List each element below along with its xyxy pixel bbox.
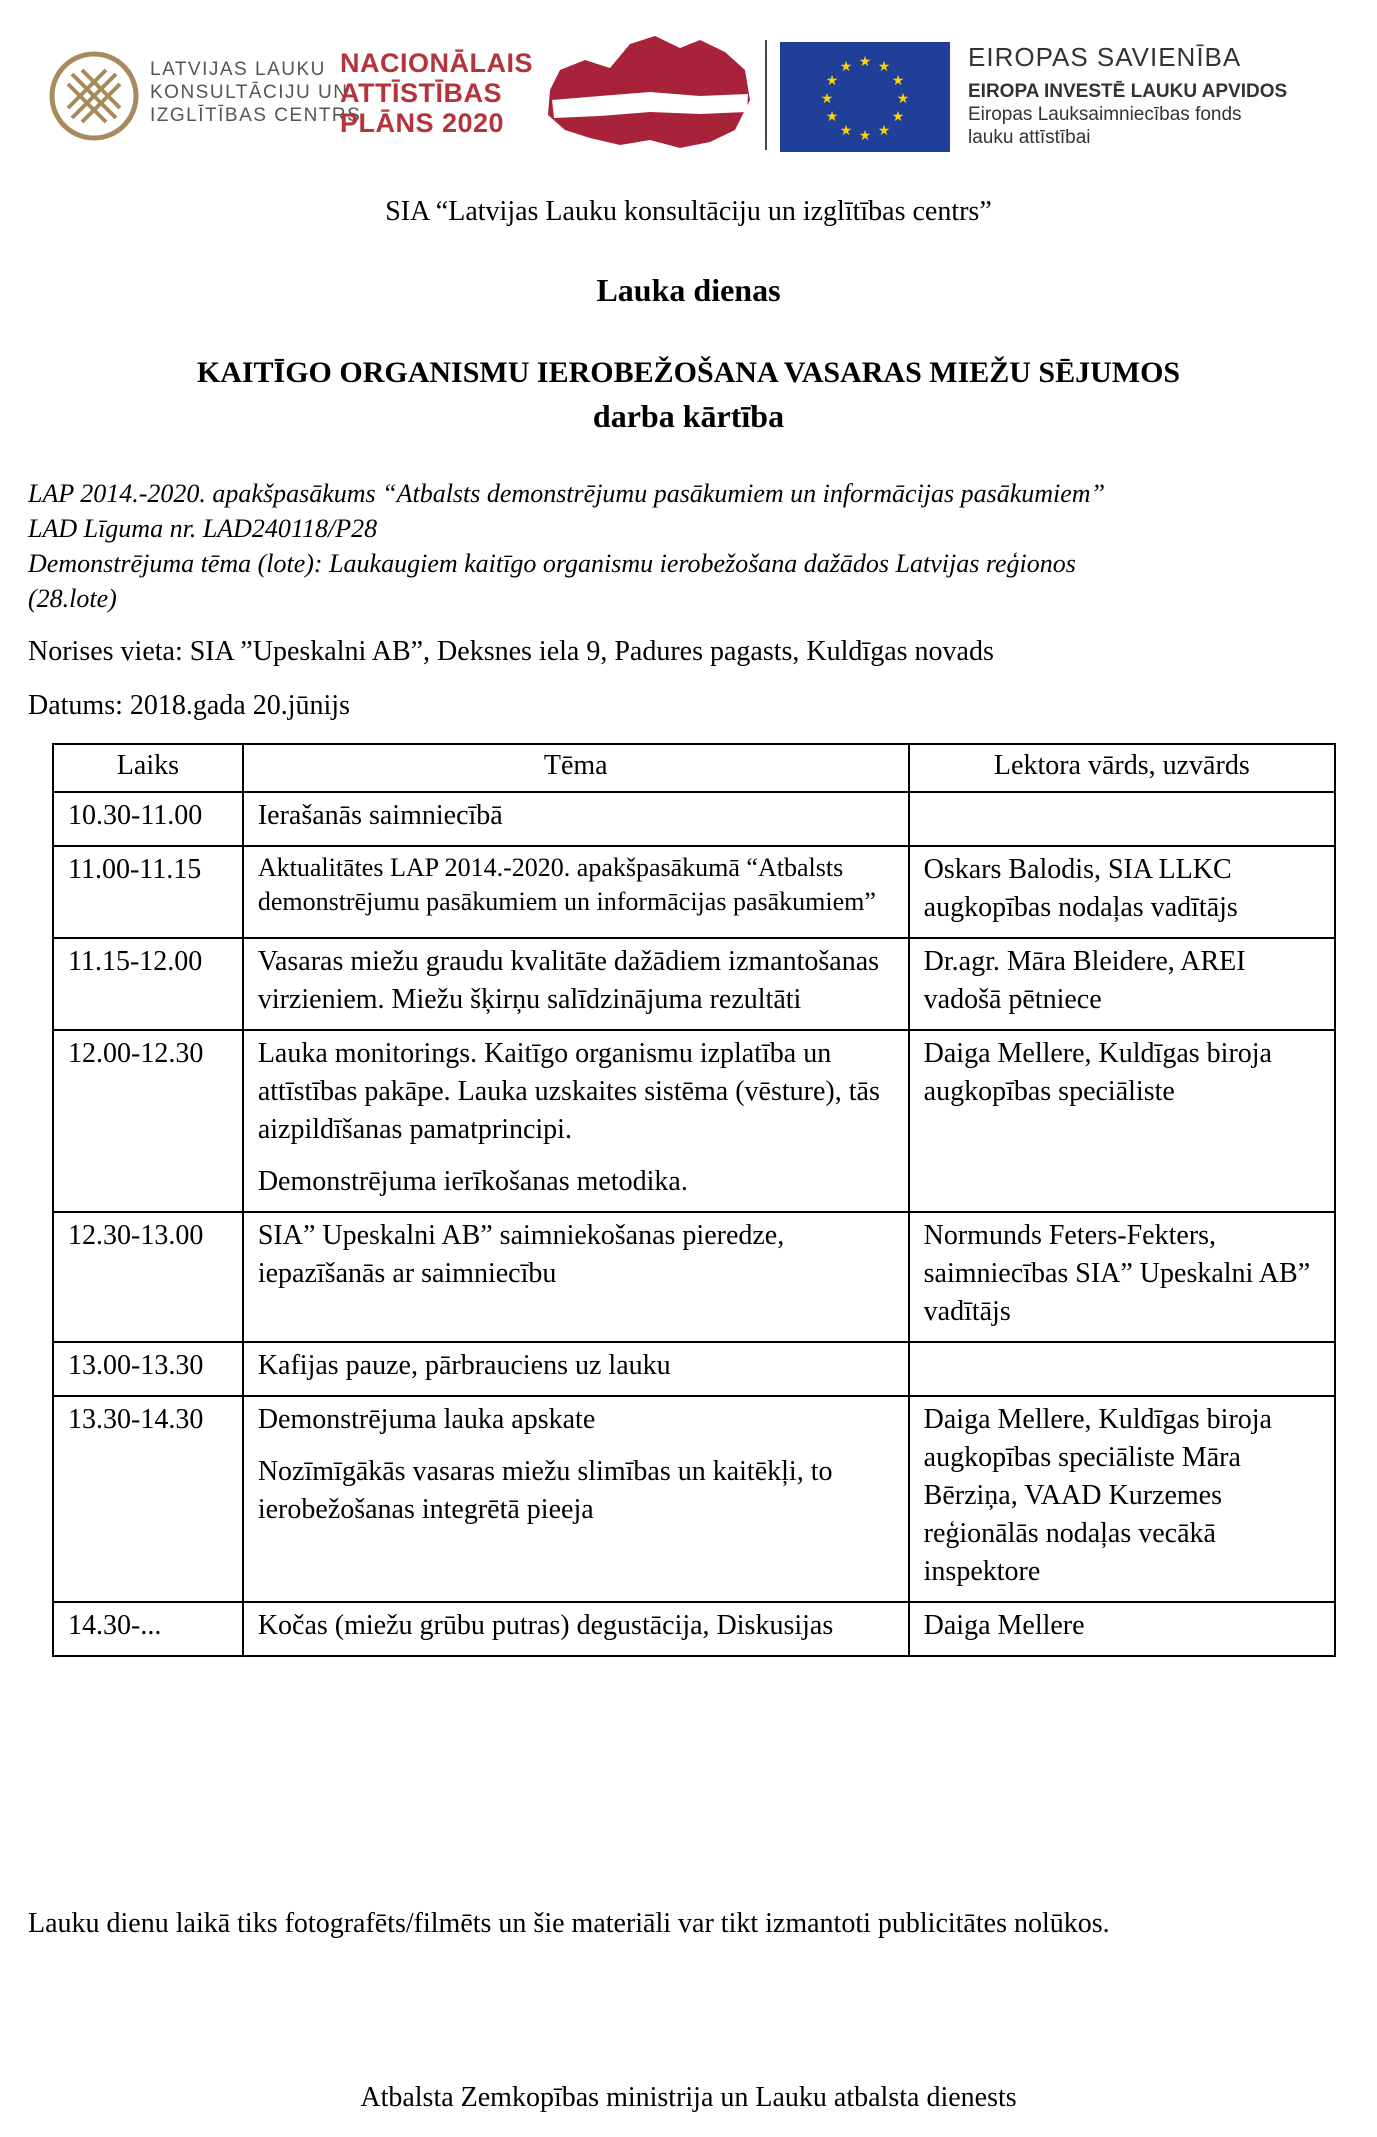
document-title: KAITĪGO ORGANISMU IEROBEŽOŠANA VASARAS MIEŽU SĒJUMOS [196, 356, 1181, 389]
footer-support: Atbalsta Zemkopības ministrija un Lauku atbalsta dienests [360, 2082, 1017, 2113]
event-date: Datums: 2018.gada 20.jūnijs [28, 690, 350, 721]
table-row [53, 1212, 1335, 1342]
svg-text:★: ★ [858, 54, 872, 70]
topic-cell: Vasaras miežu graudu kvalitāte dažādiem izmantošanas virzieniem. Miežu šķirņu salīdzinājuma rezultāti [243, 938, 909, 1030]
document-heading: Lauka dienas [596, 272, 781, 308]
svg-text:★: ★ [839, 59, 853, 75]
eu-flag-icon [780, 42, 950, 152]
lecturer-cell: Dr.agr. Māra Bleidere, AREI vadošā pētniece [909, 938, 1335, 1030]
table-header-row [53, 744, 1335, 792]
topic-cell [243, 1396, 909, 1602]
nap2020-logo-text: NACIONĀLAIS ATTĪSTĪBAS PLĀNS 2020 [340, 48, 533, 138]
topic-text-secondary: Nozīmīgākās vasaras miežu slimības un kaitēkļi, to ierobežošanas integrētā pieeja [257, 1456, 833, 1525]
lecturer-cell: Normunds Feters-Fekters, saimniecības SIA” Upeskalni AB” vadītājs [909, 1212, 1335, 1342]
eu-title: EIROPAS SAVIENĪBA [968, 42, 1242, 72]
table-row [53, 792, 1335, 846]
topic-cell [243, 1030, 909, 1212]
topic-text-secondary: Demonstrējuma ierīkošanas metodika. [257, 1166, 688, 1197]
time-cell: 12.30-13.00 [53, 1212, 243, 1342]
topic-text: Lauka monitorings. Kaitīgo organismu izplatība un attīstības pakāpe. Lauka uzskaites sistēma (vēsture), tās aizpildīšanas pamatprincipi. [257, 1038, 880, 1145]
project-meta [28, 476, 1348, 616]
meta-line: LAD Līguma nr. LAD240118/P28 [28, 514, 378, 543]
document-subtitle: darba kārtība [592, 398, 785, 434]
time-cell: 13.30-14.30 [53, 1396, 243, 1602]
meta-line: LAP 2014.-2020. apakšpasākums “Atbalsts demonstrējumu pasākumiem un informācijas pasākumiem” [28, 479, 1106, 508]
eu-subtitle: EIROPA INVESTĒ LAUKU APVIDOS Eiropas Lauksaimniecības fonds lauku attīstībai [968, 81, 1288, 148]
svg-text:★: ★ [858, 128, 872, 144]
lecturer-cell: Daiga Mellere [909, 1602, 1335, 1656]
column-header-topic: Tēma [243, 744, 909, 792]
time-cell: 11.00-11.15 [53, 846, 243, 938]
column-header-lecturer: Lektora vārds, uzvārds [909, 744, 1335, 792]
topic-cell: Kočas (miežu grūbu putras) degustācija, Diskusijas [243, 1602, 909, 1656]
meta-line: (28.lote) [28, 584, 117, 613]
topic-cell: Ierašanās saimniecībā [243, 792, 909, 846]
topic-cell: Kafijas pauze, pārbrauciens uz lauku [243, 1342, 909, 1396]
svg-text:★: ★ [877, 59, 891, 75]
media-notice: Lauku dienu laikā tiks fotografēts/filmēts un šie materiāli var tikt izmantoti publicitātes nolūkos. [28, 1908, 1110, 1939]
time-cell: 13.00-13.30 [53, 1342, 243, 1396]
table-row [53, 1602, 1335, 1656]
logo-bar [0, 0, 1377, 160]
column-header-time: Laiks [53, 744, 243, 792]
lecturer-cell: Oskars Balodis, SIA LLKC augkopības nodaļas vadītājs [909, 846, 1335, 938]
topic-cell: SIA” Upeskalni AB” saimniekošanas pieredze, iepazīšanās ar saimniecību [243, 1212, 909, 1342]
svg-text:★: ★ [839, 123, 853, 139]
agenda-table [52, 743, 1336, 1657]
svg-text:★: ★ [820, 91, 834, 107]
llkc-logo-text: LATVIJAS LAUKU KONSULTĀCIJU UN IZGLĪTĪBAS CENTRS [150, 59, 362, 126]
table-row [53, 846, 1335, 938]
organizer-line: SIA “Latvijas Lauku konsultāciju un izglītības centrs” [385, 196, 992, 227]
topic-cell: Aktualitātes LAP 2014.-2020. apakšpasākumā “Atbalsts demonstrējumu pasākumiem un informācijas pasākumiem” [243, 846, 909, 938]
svg-text:★: ★ [877, 123, 891, 139]
logo-divider [765, 40, 767, 150]
svg-text:★: ★ [825, 109, 839, 125]
svg-text:★: ★ [891, 109, 905, 125]
svg-text:★: ★ [825, 73, 839, 89]
time-cell: 11.15-12.00 [53, 938, 243, 1030]
topic-text: Demonstrējuma lauka apskate [257, 1404, 596, 1435]
latvia-map-icon [540, 30, 755, 155]
table-row [53, 1342, 1335, 1396]
time-cell: 10.30-11.00 [53, 792, 243, 846]
table-row [53, 1396, 1335, 1602]
lecturer-cell [909, 1342, 1335, 1396]
meta-line: Demonstrējuma tēma (lote): Laukaugiem kaitīgo organismu ierobežošana dažādos Latvijas reģionos [28, 549, 1076, 578]
lecturer-cell: Daiga Mellere, Kuldīgas biroja augkopības speciāliste Māra Bērziņa, VAAD Kurzemes reģionālās nodaļas vecākā inspektore [909, 1396, 1335, 1602]
svg-text:★: ★ [896, 91, 910, 107]
time-cell: 14.30-... [53, 1602, 243, 1656]
svg-text:★: ★ [891, 73, 905, 89]
lecturer-cell: Daiga Mellere, Kuldīgas biroja augkopības speciāliste [909, 1030, 1335, 1212]
event-place: Norises vieta: SIA ”Upeskalni AB”, Deksnes iela 9, Padures pagasts, Kuldīgas novads [28, 636, 994, 667]
table-row [53, 1030, 1335, 1212]
llkc-logo-icon [48, 50, 140, 142]
lecturer-cell [909, 792, 1335, 846]
table-row [53, 938, 1335, 1030]
time-cell: 12.00-12.30 [53, 1030, 243, 1212]
